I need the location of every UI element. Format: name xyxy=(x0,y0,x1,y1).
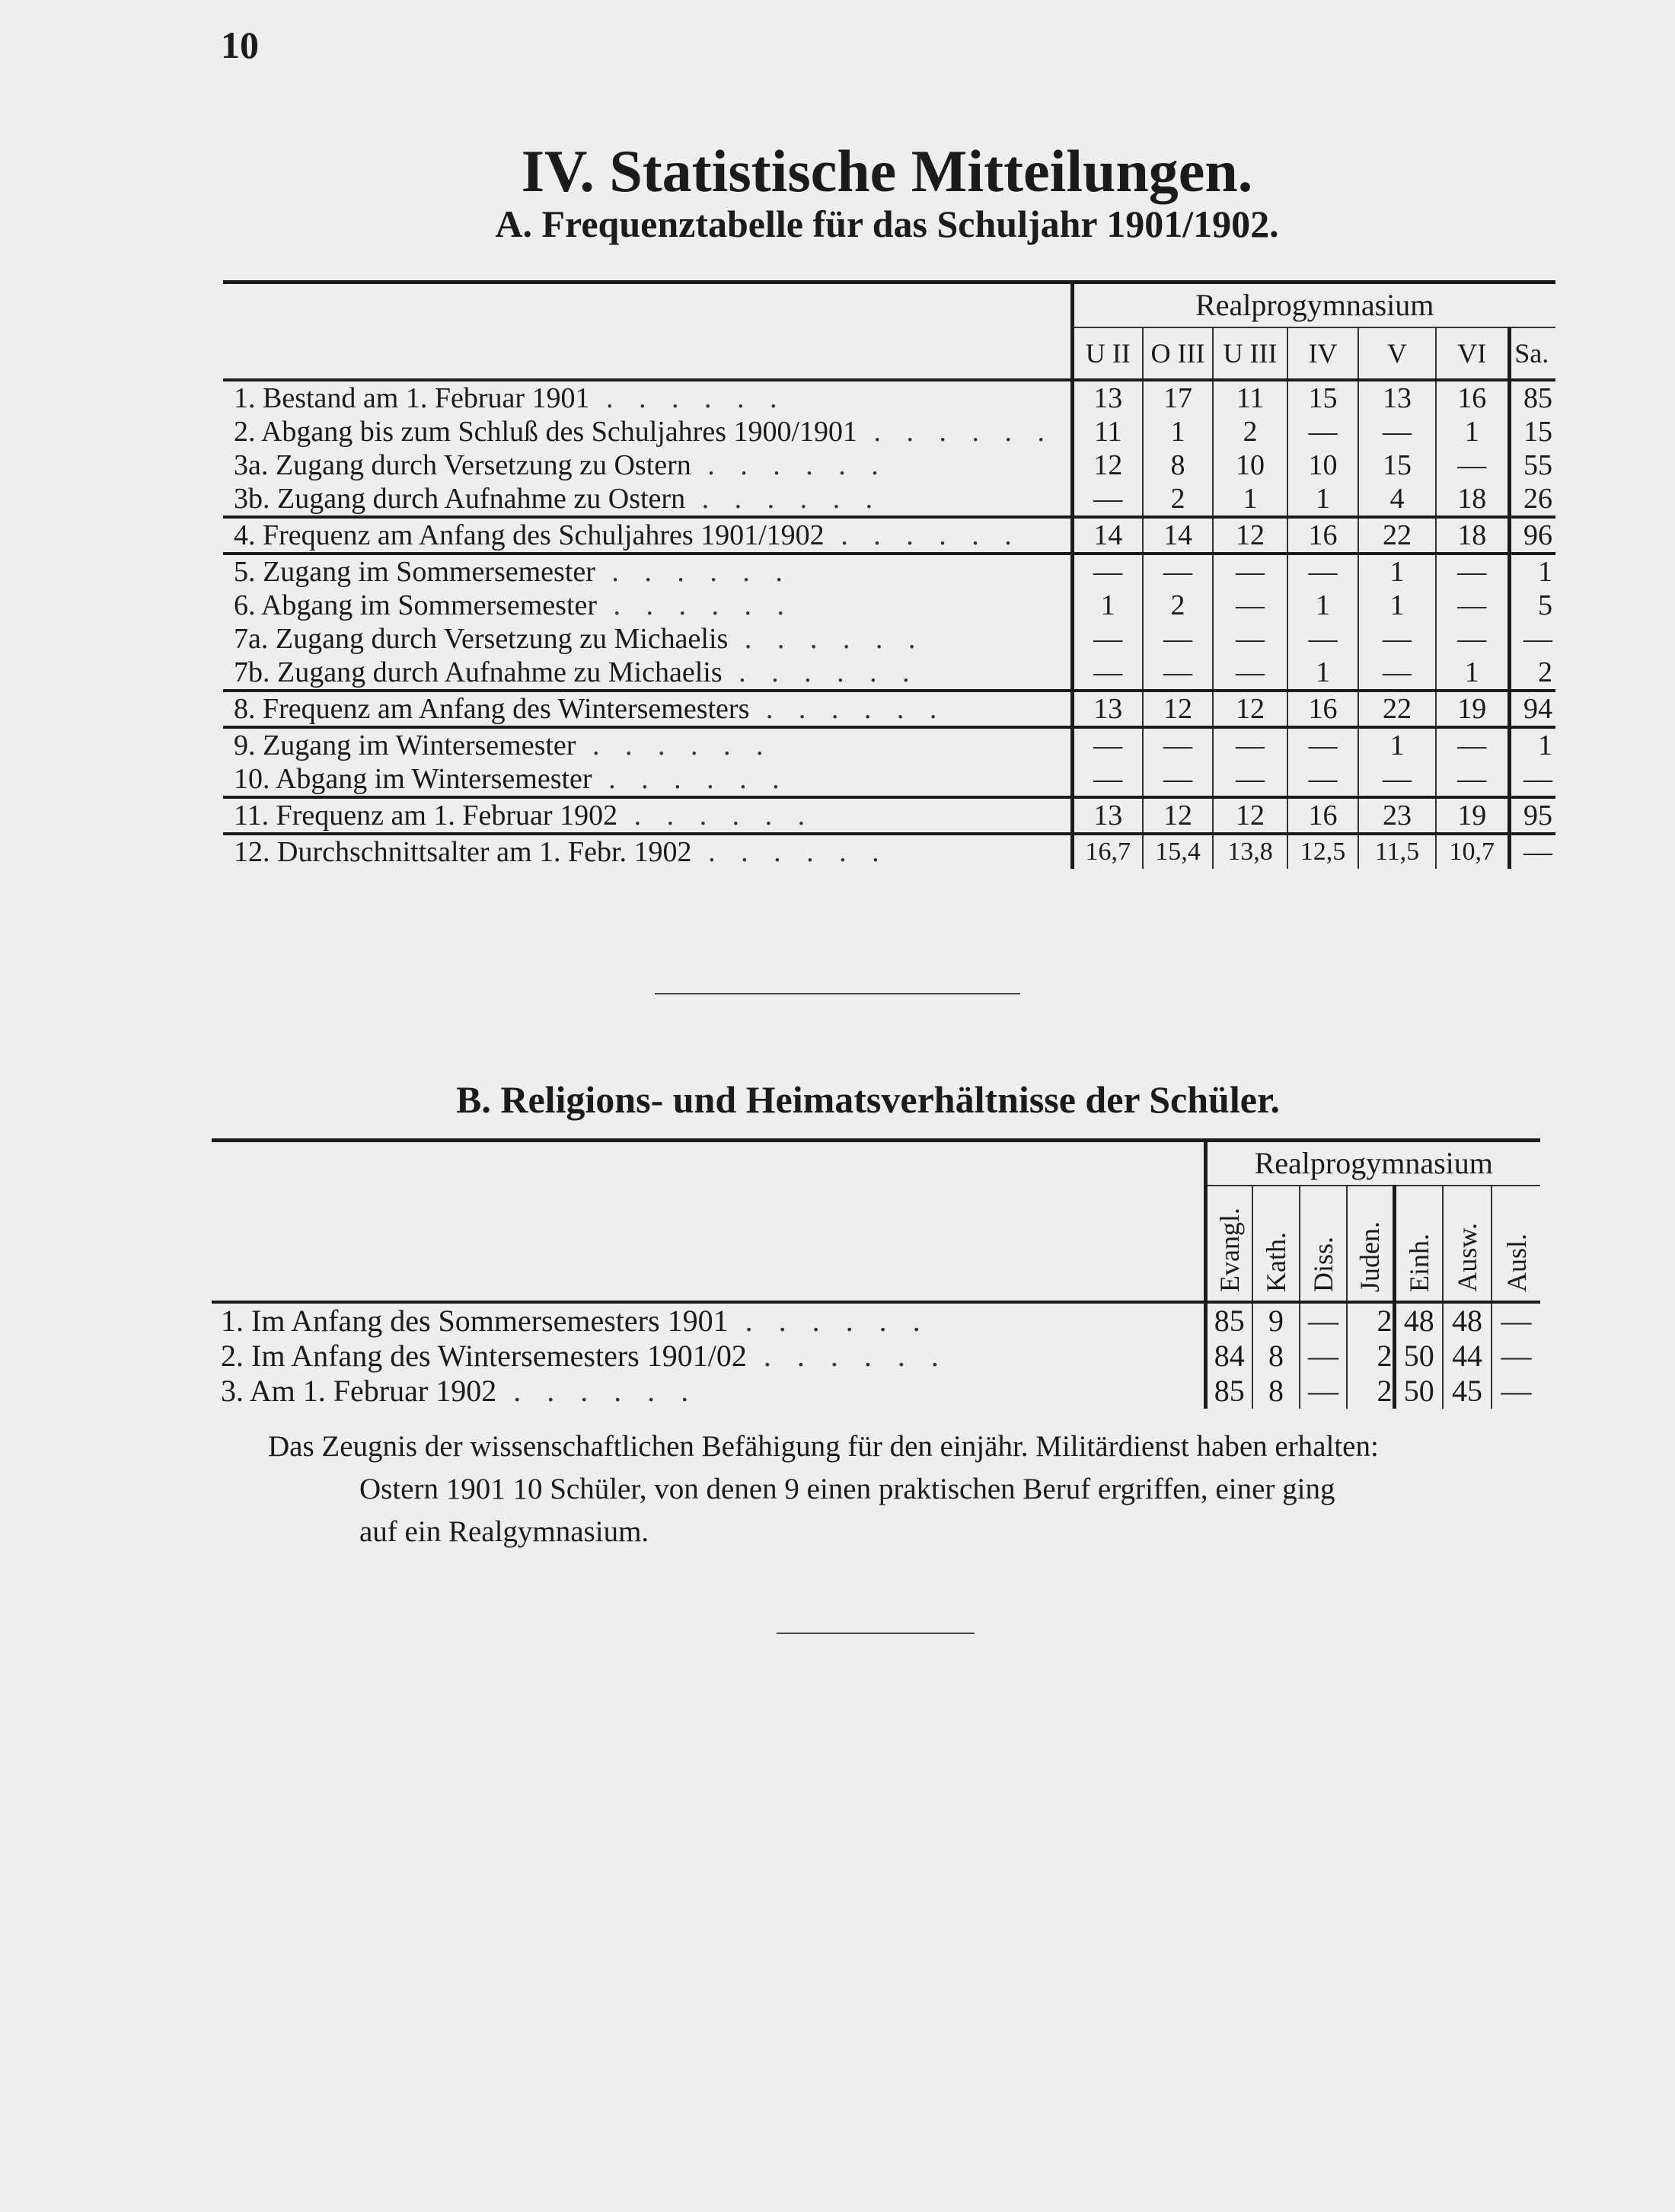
dot-leader: . . . . . . xyxy=(595,556,792,588)
column-header xyxy=(1205,1186,1252,1302)
cell-value: — xyxy=(1213,727,1287,762)
dot-leader: . . . . . . xyxy=(691,449,888,481)
cell-value: 9 xyxy=(1252,1302,1300,1339)
table-row xyxy=(223,554,1555,589)
cell-value: 1 xyxy=(1358,727,1436,762)
dot-leader: . . . . . . xyxy=(728,1304,930,1338)
row-label-text: 1. Bestand am 1. Februar 1901 xyxy=(234,382,590,414)
cell-value: 10 xyxy=(1213,448,1287,482)
dot-leader: . . . . . . xyxy=(589,382,786,414)
group-header: Realprogymnasium xyxy=(1072,282,1555,328)
dot-leader: . . . . . . xyxy=(728,623,925,655)
frequency-table xyxy=(223,280,1555,869)
cell-value: — xyxy=(1287,415,1358,448)
cell-value: — xyxy=(1213,656,1287,691)
row-label xyxy=(223,727,1072,762)
cell-value: — xyxy=(1436,448,1509,482)
cell-value: 1 xyxy=(1509,727,1555,762)
cell-value: 1 xyxy=(1072,589,1143,622)
table-row xyxy=(223,727,1555,762)
cell-value: 22 xyxy=(1358,691,1436,727)
cell-value: 48 xyxy=(1443,1302,1492,1339)
cell-value: 12 xyxy=(1143,797,1213,834)
cell-value: 2 xyxy=(1143,482,1213,517)
row-label-text: 8. Frequenz am Anfang des Wintersemesters xyxy=(234,693,750,725)
section-b-title: B. Religions- und Heimatsverhältnisse der Schüler. xyxy=(455,1078,1281,1121)
cell-value: 1 xyxy=(1436,415,1509,448)
cell-value: — xyxy=(1358,622,1436,656)
cell-value: 13 xyxy=(1072,691,1143,727)
row-label xyxy=(223,589,1072,622)
table-row xyxy=(223,834,1555,869)
cell-value: 13,8 xyxy=(1213,834,1287,869)
cell-value: 12 xyxy=(1072,448,1143,482)
row-label-text: 1. Im Anfang des Sommersemesters 1901 xyxy=(221,1304,729,1338)
cell-value: 95 xyxy=(1509,797,1555,834)
table-row xyxy=(223,762,1555,797)
cell-value: 84 xyxy=(1205,1339,1252,1374)
cell-value: 1 xyxy=(1436,656,1509,691)
divider xyxy=(655,993,1020,994)
cell-value: — xyxy=(1143,622,1213,656)
cell-value: — xyxy=(1143,554,1213,589)
cell-value: — xyxy=(1213,762,1287,797)
column-header-text: Diss. xyxy=(1308,1236,1338,1292)
column-header: U II xyxy=(1072,327,1143,380)
cell-value: 16 xyxy=(1436,380,1509,415)
dot-leader: . . . . . . xyxy=(496,1374,698,1408)
note-line-1: Das Zeugnis der wissenschaftlichen Befähigung für den einjähr. Militärdienst haben erhalten: xyxy=(268,1430,1379,1463)
section-a-title: A. Frequenztabelle für das Schuljahr 1901/1902. xyxy=(495,203,1279,245)
cell-value: 22 xyxy=(1358,517,1436,554)
cell-value: 13 xyxy=(1358,380,1436,415)
row-label-text: 7a. Zugang durch Versetzung zu Michaelis xyxy=(234,623,729,655)
cell-value: 17 xyxy=(1143,380,1213,415)
cell-value: 8 xyxy=(1252,1339,1300,1374)
dot-leader: . . . . . . xyxy=(592,763,789,795)
row-label-text: 9. Zugang im Wintersemester xyxy=(234,729,576,761)
table-row xyxy=(223,517,1555,554)
cell-value: — xyxy=(1509,834,1555,869)
cell-value: 11 xyxy=(1072,415,1143,448)
row-label-text: 12. Durchschnittsalter am 1. Febr. 1902 xyxy=(234,836,692,868)
cell-value: 16 xyxy=(1287,797,1358,834)
cell-value: 18 xyxy=(1436,517,1509,554)
cell-value: 1 xyxy=(1143,415,1213,448)
row-label xyxy=(223,380,1072,415)
cell-value: — xyxy=(1358,762,1436,797)
cell-value: — xyxy=(1436,554,1509,589)
dot-leader: . . . . . . xyxy=(749,693,946,725)
row-label-text: 7b. Zugang durch Aufnahme zu Michaelis xyxy=(234,656,723,688)
column-header-text: Ausw. xyxy=(1452,1223,1482,1292)
cell-value: 50 xyxy=(1394,1374,1443,1409)
table-row xyxy=(223,797,1555,834)
cell-value: 45 xyxy=(1443,1374,1492,1409)
column-header: IV xyxy=(1287,327,1358,380)
row-label-text: 3a. Zugang durch Versetzung zu Ostern xyxy=(234,449,691,481)
cell-value: — xyxy=(1436,622,1509,656)
column-header xyxy=(1443,1186,1492,1302)
dot-leader: . . . . . . xyxy=(685,483,882,515)
cell-value: — xyxy=(1213,554,1287,589)
cell-value: 12 xyxy=(1213,797,1287,834)
cell-value: 5 xyxy=(1509,589,1555,622)
table-row xyxy=(223,622,1555,656)
cell-value: 8 xyxy=(1252,1374,1300,1409)
cell-value: 2 xyxy=(1347,1374,1394,1409)
cell-value: 13 xyxy=(1072,380,1143,415)
cell-value: 12,5 xyxy=(1287,834,1358,869)
column-header: VI xyxy=(1436,327,1509,380)
cell-value: 55 xyxy=(1509,448,1555,482)
cell-value: 1 xyxy=(1287,656,1358,691)
cell-value: — xyxy=(1436,762,1509,797)
dot-leader: . . . . . . xyxy=(746,1339,948,1373)
table-row xyxy=(223,482,1555,517)
row-label xyxy=(223,656,1072,691)
column-header xyxy=(1252,1186,1300,1302)
cell-value: — xyxy=(1300,1374,1347,1409)
label-header xyxy=(223,282,1072,381)
row-label xyxy=(223,834,1072,869)
row-label-text: 2. Abgang bis zum Schluß des Schuljahres 1900/1901 xyxy=(234,416,858,448)
cell-value: 16,7 xyxy=(1072,834,1143,869)
row-label xyxy=(223,797,1072,834)
cell-value: 15 xyxy=(1287,380,1358,415)
cell-value: — xyxy=(1287,727,1358,762)
cell-value: 85 xyxy=(1205,1302,1252,1339)
column-header xyxy=(1347,1186,1394,1302)
row-label-text: 5. Zugang im Sommersemester xyxy=(234,556,595,588)
note-line-3: auf ein Realgymnasium. xyxy=(359,1515,649,1548)
row-label-text: 11. Frequenz am 1. Februar 1902 xyxy=(234,800,618,831)
table-row xyxy=(223,448,1555,482)
row-label xyxy=(223,622,1072,656)
cell-value: 2 xyxy=(1347,1339,1394,1374)
cell-value: — xyxy=(1072,554,1143,589)
cell-value: 18 xyxy=(1436,482,1509,517)
cell-value: — xyxy=(1143,656,1213,691)
cell-value: 15,4 xyxy=(1143,834,1213,869)
cell-value: — xyxy=(1213,622,1287,656)
cell-value: — xyxy=(1358,415,1436,448)
cell-value: — xyxy=(1287,554,1358,589)
cell-value: 15 xyxy=(1509,415,1555,448)
cell-value: 19 xyxy=(1436,691,1509,727)
column-header xyxy=(1492,1186,1540,1302)
cell-value: — xyxy=(1072,622,1143,656)
religion-table xyxy=(212,1138,1540,1409)
column-header xyxy=(1300,1186,1347,1302)
dot-leader: . . . . . . xyxy=(824,519,1021,551)
table-row xyxy=(212,1302,1540,1339)
dot-leader: . . . . . . xyxy=(722,656,919,688)
cell-value: 10 xyxy=(1287,448,1358,482)
cell-value: 14 xyxy=(1143,517,1213,554)
cell-value: — xyxy=(1143,762,1213,797)
cell-value: 4 xyxy=(1358,482,1436,517)
row-label xyxy=(223,448,1072,482)
cell-value: 1 xyxy=(1287,482,1358,517)
dot-leader: . . . . . . xyxy=(597,589,794,621)
cell-value: 16 xyxy=(1287,691,1358,727)
row-label xyxy=(212,1339,1205,1374)
cell-value: 26 xyxy=(1509,482,1555,517)
cell-value: 48 xyxy=(1394,1302,1443,1339)
cell-value: 85 xyxy=(1509,380,1555,415)
cell-value: — xyxy=(1287,762,1358,797)
cell-value: — xyxy=(1287,622,1358,656)
row-label xyxy=(212,1374,1205,1409)
column-header-text: Ausl. xyxy=(1501,1233,1532,1292)
cell-value: 12 xyxy=(1213,517,1287,554)
row-label xyxy=(223,517,1072,554)
row-label xyxy=(223,415,1072,448)
cell-value: 2 xyxy=(1213,415,1287,448)
cell-value: 14 xyxy=(1072,517,1143,554)
page-number: 10 xyxy=(221,24,259,66)
row-label xyxy=(223,762,1072,797)
cell-value: — xyxy=(1300,1302,1347,1339)
cell-value: — xyxy=(1436,727,1509,762)
dot-leader: . . . . . . xyxy=(617,800,815,831)
row-label xyxy=(212,1302,1205,1339)
cell-value: — xyxy=(1143,727,1213,762)
cell-value: 13 xyxy=(1072,797,1143,834)
cell-value: 12 xyxy=(1143,691,1213,727)
cell-value: 16 xyxy=(1287,517,1358,554)
cell-value: 11 xyxy=(1213,380,1287,415)
cell-value: 19 xyxy=(1436,797,1509,834)
dot-leader: . . . . . . xyxy=(857,416,1054,448)
row-label xyxy=(223,554,1072,589)
cell-value: 50 xyxy=(1394,1339,1443,1374)
table-row xyxy=(223,589,1555,622)
column-header: Sa. xyxy=(1509,327,1555,380)
cell-value: — xyxy=(1509,762,1555,797)
cell-value: 8 xyxy=(1143,448,1213,482)
table-row xyxy=(223,691,1555,727)
column-header-text: Kath. xyxy=(1261,1232,1291,1292)
cell-value: — xyxy=(1492,1339,1540,1374)
cell-value: 10,7 xyxy=(1436,834,1509,869)
row-label-text: 10. Abgang im Wintersemester xyxy=(234,763,592,795)
cell-value: 12 xyxy=(1213,691,1287,727)
row-label-text: 3b. Zugang durch Aufnahme zu Ostern xyxy=(234,483,686,515)
cell-value: 2 xyxy=(1143,589,1213,622)
cell-value: — xyxy=(1072,762,1143,797)
dot-leader: . . . . . . xyxy=(576,729,773,761)
cell-value: 15 xyxy=(1358,448,1436,482)
cell-value: — xyxy=(1072,482,1143,517)
row-label xyxy=(223,691,1072,727)
cell-value: 1 xyxy=(1358,554,1436,589)
table-row xyxy=(223,415,1555,448)
cell-value: 1 xyxy=(1213,482,1287,517)
cell-value: — xyxy=(1213,589,1287,622)
column-header: V xyxy=(1358,327,1436,380)
cell-value: 2 xyxy=(1347,1302,1394,1339)
cell-value: 1 xyxy=(1509,554,1555,589)
column-header-text: Evangl. xyxy=(1214,1208,1245,1292)
cell-value: 23 xyxy=(1358,797,1436,834)
column-header-text: Einh. xyxy=(1403,1234,1434,1292)
column-header: U III xyxy=(1213,327,1287,380)
table-row xyxy=(212,1374,1540,1409)
divider xyxy=(777,1633,975,1634)
cell-value: 94 xyxy=(1509,691,1555,727)
cell-value: — xyxy=(1509,622,1555,656)
cell-value: — xyxy=(1072,656,1143,691)
cell-value: 11,5 xyxy=(1358,834,1436,869)
column-header xyxy=(1394,1186,1443,1302)
cell-value: — xyxy=(1072,727,1143,762)
table-row xyxy=(212,1339,1540,1374)
row-label-text: 2. Im Anfang des Wintersemesters 1901/02 xyxy=(221,1339,747,1373)
column-header: O III xyxy=(1143,327,1213,380)
dot-leader: . . . . . . xyxy=(691,836,889,868)
group-header: Realprogymnasium xyxy=(1205,1141,1540,1186)
cell-value: 1 xyxy=(1358,589,1436,622)
cell-value: — xyxy=(1492,1302,1540,1339)
cell-value: 2 xyxy=(1509,656,1555,691)
row-label-text: 3. Am 1. Februar 1902 xyxy=(221,1374,497,1408)
cell-value: — xyxy=(1358,656,1436,691)
cell-value: 85 xyxy=(1205,1374,1252,1409)
table-row xyxy=(223,656,1555,691)
row-label-text: 4. Frequenz am Anfang des Schuljahres 1901/1902 xyxy=(234,519,825,551)
cell-value: — xyxy=(1492,1374,1540,1409)
cell-value: 96 xyxy=(1509,517,1555,554)
label-header xyxy=(212,1141,1205,1303)
cell-value: — xyxy=(1300,1339,1347,1374)
cell-value: 1 xyxy=(1287,589,1358,622)
column-header-text: Juden. xyxy=(1354,1221,1386,1292)
page-title: IV. Statistische Mitteilungen. xyxy=(521,138,1253,204)
table-row xyxy=(223,380,1555,415)
row-label xyxy=(223,482,1072,517)
row-label-text: 6. Abgang im Sommersemester xyxy=(234,589,598,621)
note-line-2: Ostern 1901 10 Schüler, von denen 9 einen praktischen Beruf ergriffen, einer ging xyxy=(359,1473,1335,1505)
cell-value: 44 xyxy=(1443,1339,1492,1374)
cell-value: — xyxy=(1436,589,1509,622)
